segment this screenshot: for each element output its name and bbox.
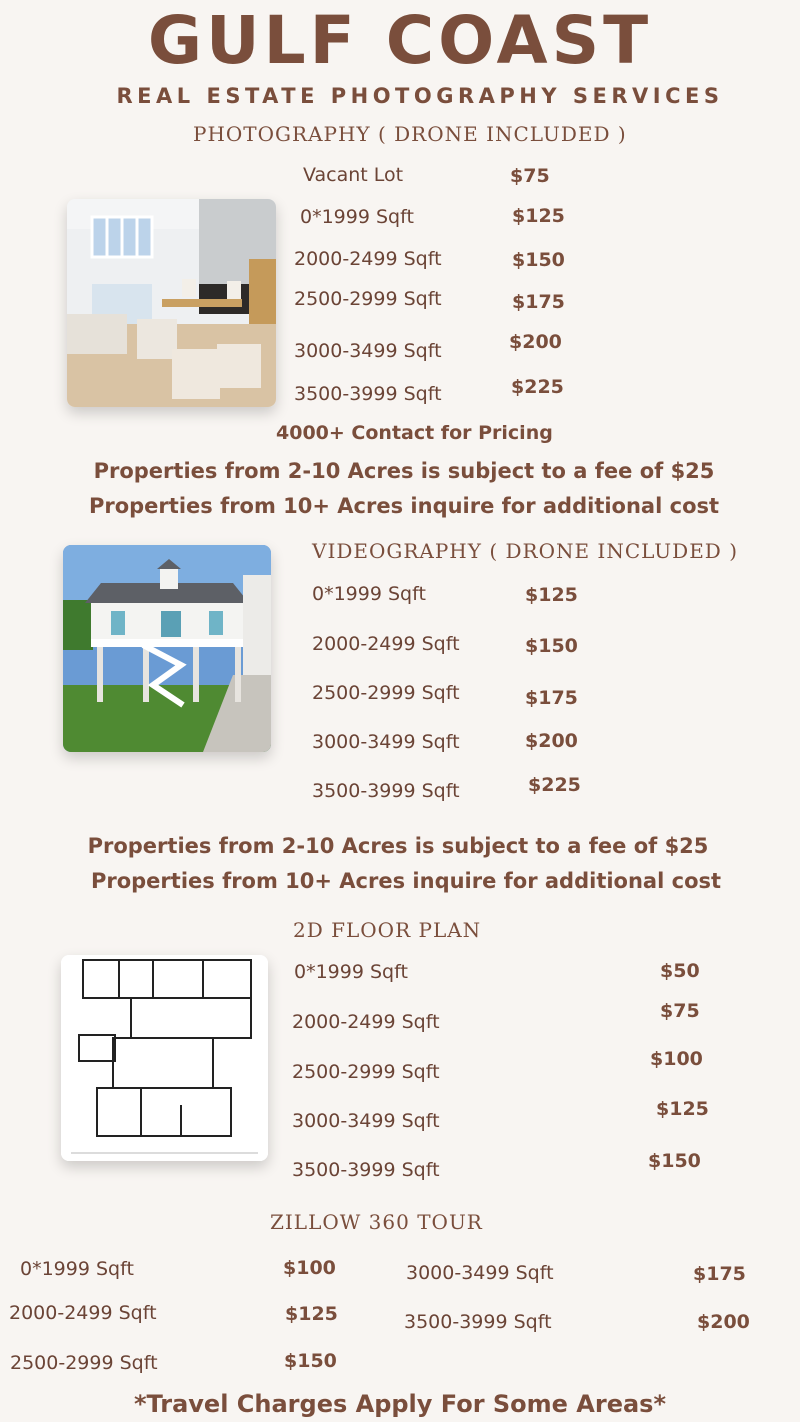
photo-row-1-size: 0*1999 Sqft	[300, 206, 414, 228]
zillow-row-2-size: 2500-2999 Sqft	[10, 1352, 158, 1374]
video-row-3-price: $200	[525, 730, 578, 752]
photo-row-0-size: Vacant Lot	[303, 164, 404, 186]
video-row-4-price: $225	[528, 774, 581, 796]
zillow-row-1-size: 2000-2499 Sqft	[9, 1302, 157, 1324]
video-acre-note-2: Properties from 10+ Acres inquire for additional cost	[90, 869, 722, 893]
photo-contact-line: 4000+ Contact for Pricing	[276, 422, 553, 444]
video-row-1-price: $150	[525, 635, 578, 657]
video-row-4-size: 3500-3999 Sqft	[312, 780, 460, 802]
photo-row-3-price: $175	[512, 291, 565, 313]
photo-row-4-size: 3000-3499 Sqft	[294, 340, 442, 362]
zillow-row-1-price: $125	[285, 1303, 338, 1325]
travel-charges-note: *Travel Charges Apply For Some Areas*	[133, 1390, 667, 1418]
zillow-row-0-size: 0*1999 Sqft	[20, 1258, 134, 1280]
floor-row-1-price: $75	[660, 1000, 700, 1022]
photo-row-2-size: 2000-2499 Sqft	[294, 248, 442, 270]
photo-row-2-price: $150	[512, 249, 565, 271]
video-acre-note-1: Properties from 2-10 Acres is subject to a fee of $25	[87, 834, 709, 858]
house-photo	[63, 545, 271, 752]
floor-row-1-size: 2000-2499 Sqft	[292, 1011, 440, 1033]
zillow-row-0-price: $100	[283, 1257, 336, 1279]
video-row-1-size: 2000-2499 Sqft	[312, 633, 460, 655]
floor-row-3-size: 3000-3499 Sqft	[292, 1110, 440, 1132]
floor-row-0-price: $50	[660, 960, 700, 982]
photography-heading: PHOTOGRAPHY ( DRONE INCLUDED )	[193, 122, 627, 146]
zillow-row-3-price: $175	[693, 1263, 746, 1285]
zillow-row-4-size: 3500-3999 Sqft	[404, 1311, 552, 1333]
photo-acre-note-1: Properties from 2-10 Acres is subject to a fee of $25	[93, 459, 715, 483]
floor-row-3-price: $125	[656, 1098, 709, 1120]
page-subtitle: REAL ESTATE PHOTOGRAPHY SERVICES	[116, 84, 724, 108]
floor-row-4-price: $150	[648, 1150, 701, 1172]
video-row-2-size: 2500-2999 Sqft	[312, 682, 460, 704]
video-row-2-price: $175	[525, 687, 578, 709]
floor-row-0-size: 0*1999 Sqft	[294, 961, 408, 983]
photo-row-4-price: $200	[509, 331, 562, 353]
page-title: GULF COAST	[147, 2, 653, 79]
floor-row-2-price: $100	[650, 1048, 703, 1070]
zillow-row-2-price: $150	[284, 1350, 337, 1372]
photo-row-0-price: $75	[510, 165, 550, 187]
floorplan-heading: 2D FLOOR PLAN	[293, 918, 482, 942]
zillow-row-4-price: $200	[697, 1311, 750, 1333]
photo-acre-note-2: Properties from 10+ Acres inquire for additional cost	[88, 494, 720, 518]
videography-heading: VIDEOGRAPHY ( DRONE INCLUDED )	[312, 539, 738, 563]
interior-photo	[67, 199, 276, 407]
zillow-heading: ZILLOW 360 TOUR	[270, 1210, 483, 1234]
video-row-0-size: 0*1999 Sqft	[312, 583, 426, 605]
floor-row-2-size: 2500-2999 Sqft	[292, 1061, 440, 1083]
photo-row-1-price: $125	[512, 205, 565, 227]
floor-row-4-size: 3500-3999 Sqft	[292, 1159, 440, 1181]
video-row-3-size: 3000-3499 Sqft	[312, 731, 460, 753]
zillow-row-3-size: 3000-3499 Sqft	[406, 1262, 554, 1284]
photo-row-5-size: 3500-3999 Sqft	[294, 383, 442, 405]
photo-row-3-size: 2500-2999 Sqft	[294, 288, 442, 310]
floor-plan-image	[61, 955, 268, 1161]
video-row-0-price: $125	[525, 584, 578, 606]
photo-row-5-price: $225	[511, 376, 564, 398]
